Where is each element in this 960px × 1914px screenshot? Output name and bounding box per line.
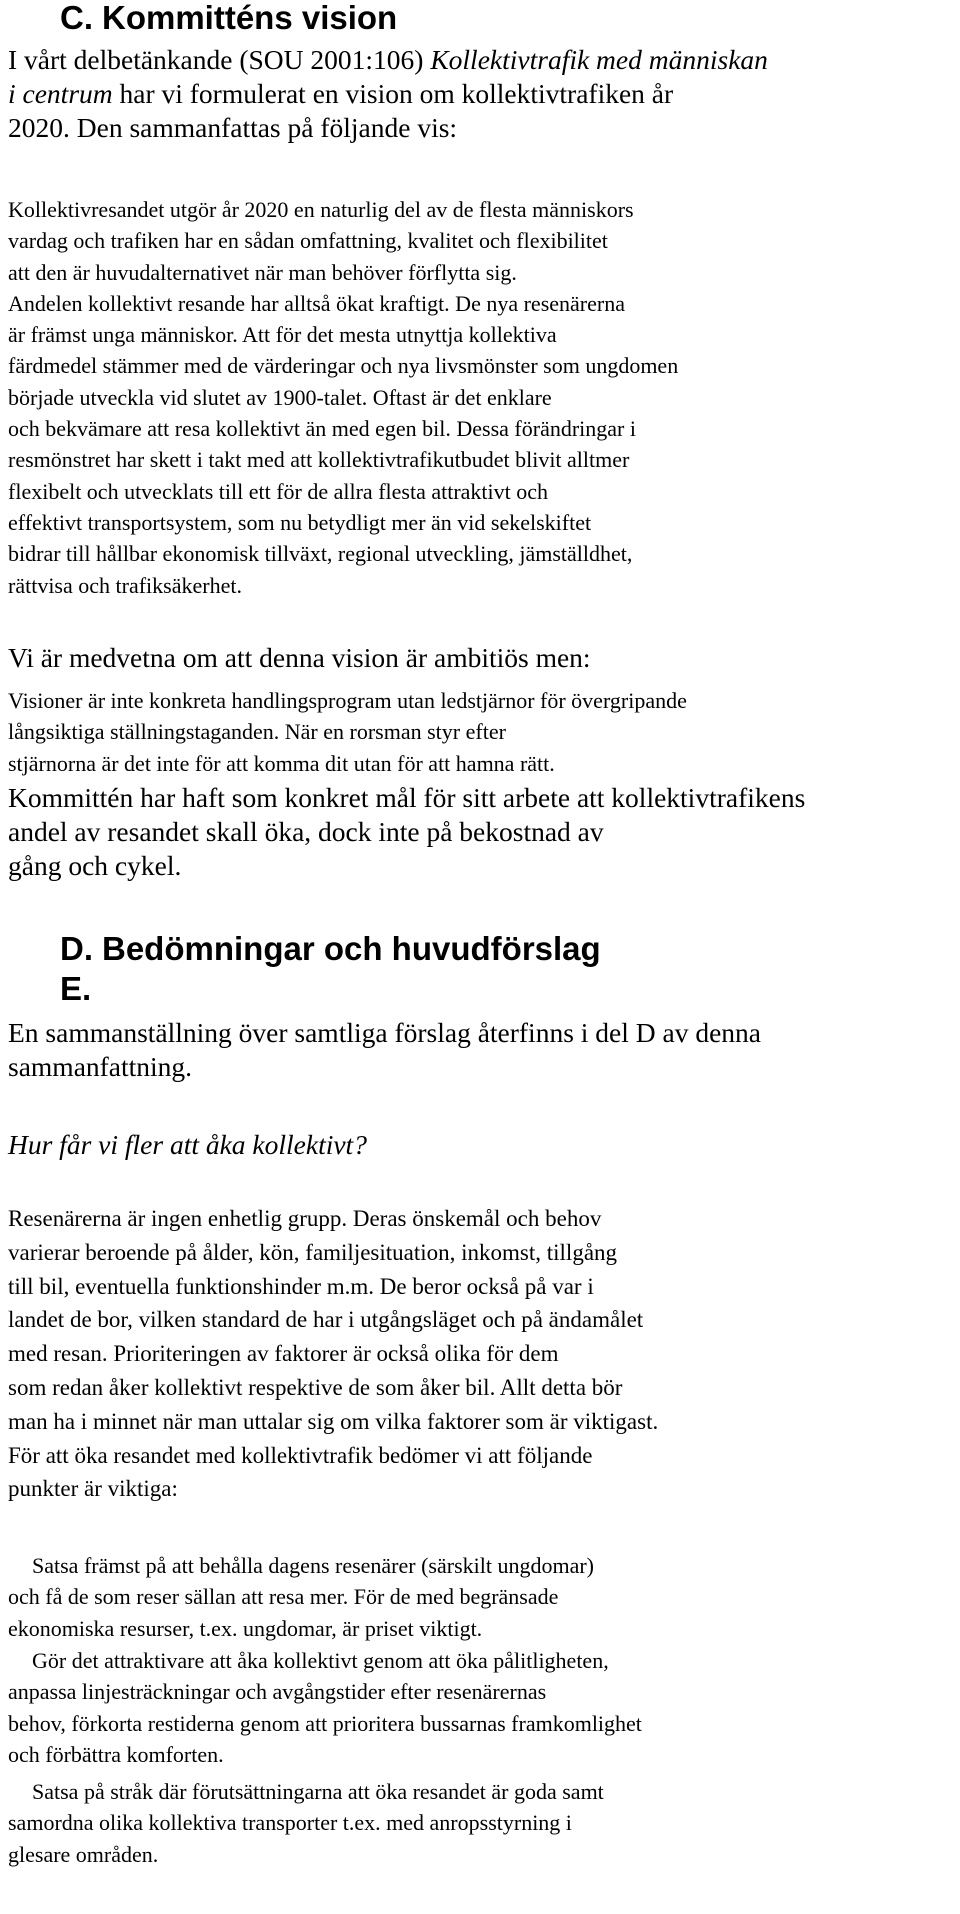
text-line: Visioner är inte konkreta handlingsprogram utan ledstjärnor för övergripande [8,688,687,713]
intro-line: 2020. Den sammanfattas på följande vis: [8,112,458,143]
section-d-number: D. [60,930,93,967]
body-paragraph [8,1202,952,1506]
text-line: färdmedel stämmer med de värderingar och nya livsmönster som ungdomen [8,353,679,379]
intro-paragraph [8,43,952,145]
text-line: sammanfattning. [8,1051,193,1082]
text-line: landet de bor, vilken standard de har i utgångsläget och på ändamålet [8,1307,644,1333]
section-e-heading [60,969,102,1009]
text-line: Satsa främst på att behålla dagens resenärer (särskilt ungdomar) [32,1553,595,1578]
section-d-title: Bedömningar och huvudförslag [102,930,601,967]
text-line: ekonomiska resurser, t.ex. ungdomar, är priset viktigt. [8,1615,483,1641]
section-c-heading [60,0,397,38]
text-line: Satsa på stråk där förutsättningarna att öka resandet är goda samt [32,1779,604,1804]
text-line: anpassa linjesträckningar och avgångstider efter resenärernas [8,1679,547,1705]
text-line: resmönstret har skett i takt med att kollektivtrafikutbudet blivit alltmer [8,447,630,473]
text-line: Resenärerna är ingen enhetlig grupp. Deras önskemål och behov [8,1206,602,1231]
text-line: Kommittén har haft som konkret mål för sitt arbete att kollektivtrafikens [8,782,806,813]
intro-line: i centrum har vi formulerat en vision om kollektivtrafiken år [8,78,674,109]
report-title-italic: i centrum [8,78,113,109]
report-title-italic: Kollektivtrafik med människan [430,44,768,75]
text-line: flexibelt och utvecklats till ett för de allra flesta attraktivt och [8,478,549,504]
text-line: till bil, eventuella funktionshinder m.m. De beror också på var i [8,1273,594,1299]
text-line: som redan åker kollektivt respektive de som åker bil. Allt detta bör [8,1374,623,1400]
text-line: effektivt transportsystem, som nu betydligt mer än vid sekelskiftet [8,509,592,535]
point-item [8,1550,952,1644]
text-line: behov, förkorta restiderna genom att prioritera bussarnas framkomlighet [8,1710,642,1736]
section-c-title: Kommitténs vision [102,0,398,36]
section-e-number: E. [60,970,92,1007]
text-line: att den är huvudalternativet när man behöver förflytta sig. [8,259,517,285]
text-line: En sammanställning över samtliga förslag återfinns i del D av denna [8,1017,761,1048]
ambition-sentence: Vi är medvetna om att denna vision är ambitiös men: [8,642,591,673]
point-item [8,1645,952,1770]
text-line: rättvisa och trafiksäkerhet. [8,572,242,598]
text-line: varierar beroende på ålder, kön, familjesituation, inkomst, tillgång [8,1239,618,1265]
text-line: punkter är viktiga: [8,1476,178,1502]
text-line: är främst unga människor. Att för det mesta utnyttja kollektiva [8,322,557,348]
text-line: började utveckla vid slutet av 1900-talet. Oftast är det enklare [8,384,552,410]
text-line: Andelen kollektivt resande har alltså ökat kraftigt. De nya resenärerna [8,290,625,316]
text-line: vardag och trafiken har en sådan omfattning, kvalitet och flexibilitet [8,228,608,254]
text-line: samordna olika kollektiva transporter t.ex. med anropsstyrning i [8,1810,572,1836]
text-line: man ha i minnet när man uttalar sig om vilka faktorer som är viktigast. [8,1408,659,1434]
section-d-heading [60,929,601,969]
intro-line: I vårt delbetänkande (SOU 2001:106) Kollektivtrafik med människan [8,44,768,75]
text-line: med resan. Prioriteringen av faktorer är också olika för dem [8,1341,559,1367]
text-line: och förbättra komforten. [8,1741,224,1767]
point-item [8,1776,952,1870]
text-line: gång och cykel. [8,850,182,881]
text-line: andel av resandet skall öka, dock inte på bekostnad av [8,816,604,847]
subheading: Hur får vi fler att åka kollektivt? [8,1129,367,1160]
text-line: och bekvämare att resa kollektivt än med egen bil. Dessa förändringar i [8,416,636,442]
vision-quote [8,194,952,601]
text-line: Kollektivresandet utgör år 2020 en naturlig del av de flesta människors [8,197,634,222]
text-line: stjärnorna är det inte för att komma dit utan för att hamna rätt. [8,750,555,776]
text-line: Gör det attraktivare att åka kollektivt genom att öka pålitligheten, [32,1648,609,1673]
text-line: långsiktiga ställningstaganden. När en rorsman styr efter [8,719,506,745]
summary-paragraph [8,1016,952,1084]
section-c-number: C. [60,0,93,36]
text-line: och få de som reser sällan att resa mer. För de med begränsade [8,1584,559,1610]
goal-paragraph [8,781,952,883]
text-line: För att öka resandet med kollektivtrafik bedömer vi att följande [8,1442,593,1468]
visioner-paragraph [8,685,952,779]
text-line: glesare områden. [8,1841,159,1867]
text-line: bidrar till hållbar ekonomisk tillväxt, regional utveckling, jämställdhet, [8,541,633,567]
